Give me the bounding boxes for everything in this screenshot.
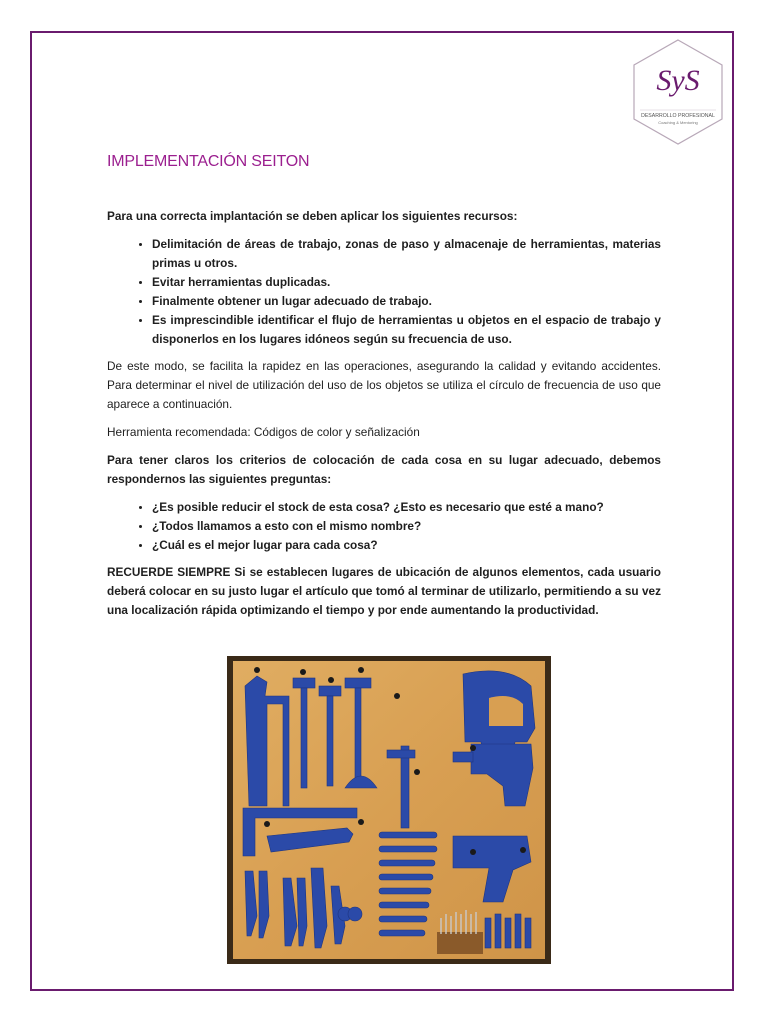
list-item: • Delimitación de áreas de trabajo, zonas de paso y almacenaje de herramientas, materias primas u otros. xyxy=(152,235,661,273)
logo-line1: DESARROLLO PROFESIONAL xyxy=(641,113,715,119)
list-item: • Evitar herramientas duplicadas. xyxy=(152,273,661,292)
list-item: • ¿Es posible reducir el stock de esta cosa? ¿Esto es necesario que esté a mano? xyxy=(152,498,661,517)
list-item: • ¿Cuál es el mejor lugar para cada cosa? xyxy=(152,536,661,555)
list-item: • ¿Todos llamamos a esto con el mismo nombre? xyxy=(152,517,661,536)
list-item: • Finalmente obtener un lugar adecuado de trabajo. xyxy=(152,292,661,311)
logo-line2: Coaching & Mentoring xyxy=(658,120,698,125)
paragraph-speed: De este modo, se facilita la rapidez en las operaciones, asegurando la calidad y evitando accidentes. Para determinar el nivel de utilización del uso de los objetos se utiliza el círculo de frecuencia de uso que aparece a continuación. xyxy=(107,359,661,411)
recommended-tool: Herramienta recomendada: Códigos de color y señalización xyxy=(107,425,420,439)
intro-text: Para una correcta implantación se deben aplicar los siguientes recursos: xyxy=(107,209,518,223)
reminder-text: RECUERDE SIEMPRE Si se establecen lugares de ubicación de algunos elementos, cada usuario deberá colocar en su justo lugar el artículo que tomó al terminar de utilizarlo, permitiendo a su vez una localización rápida optimizando el tiempo y por ende aumentando la productividad. xyxy=(107,565,661,617)
logo-monogram: SyS xyxy=(656,64,700,97)
main-content xyxy=(107,207,661,629)
paragraph-criteria: Para tener claros los criterios de colocación de cada cosa en su lugar adecuado, debemos respondernos las siguientes preguntas: xyxy=(107,453,661,486)
page-title: IMPLEMENTACIÓN SEITON xyxy=(107,153,310,170)
questions-list xyxy=(107,498,661,555)
list-item: • Es imprescindible identificar el flujo de herramientas u objetos en el espacio de trabajo y disponerlos en los lugares idóneos según su frecuencia de uso. xyxy=(152,311,661,349)
sys-logo xyxy=(632,38,724,146)
tool-shadow-board-image xyxy=(227,656,551,964)
resources-list xyxy=(107,235,661,349)
